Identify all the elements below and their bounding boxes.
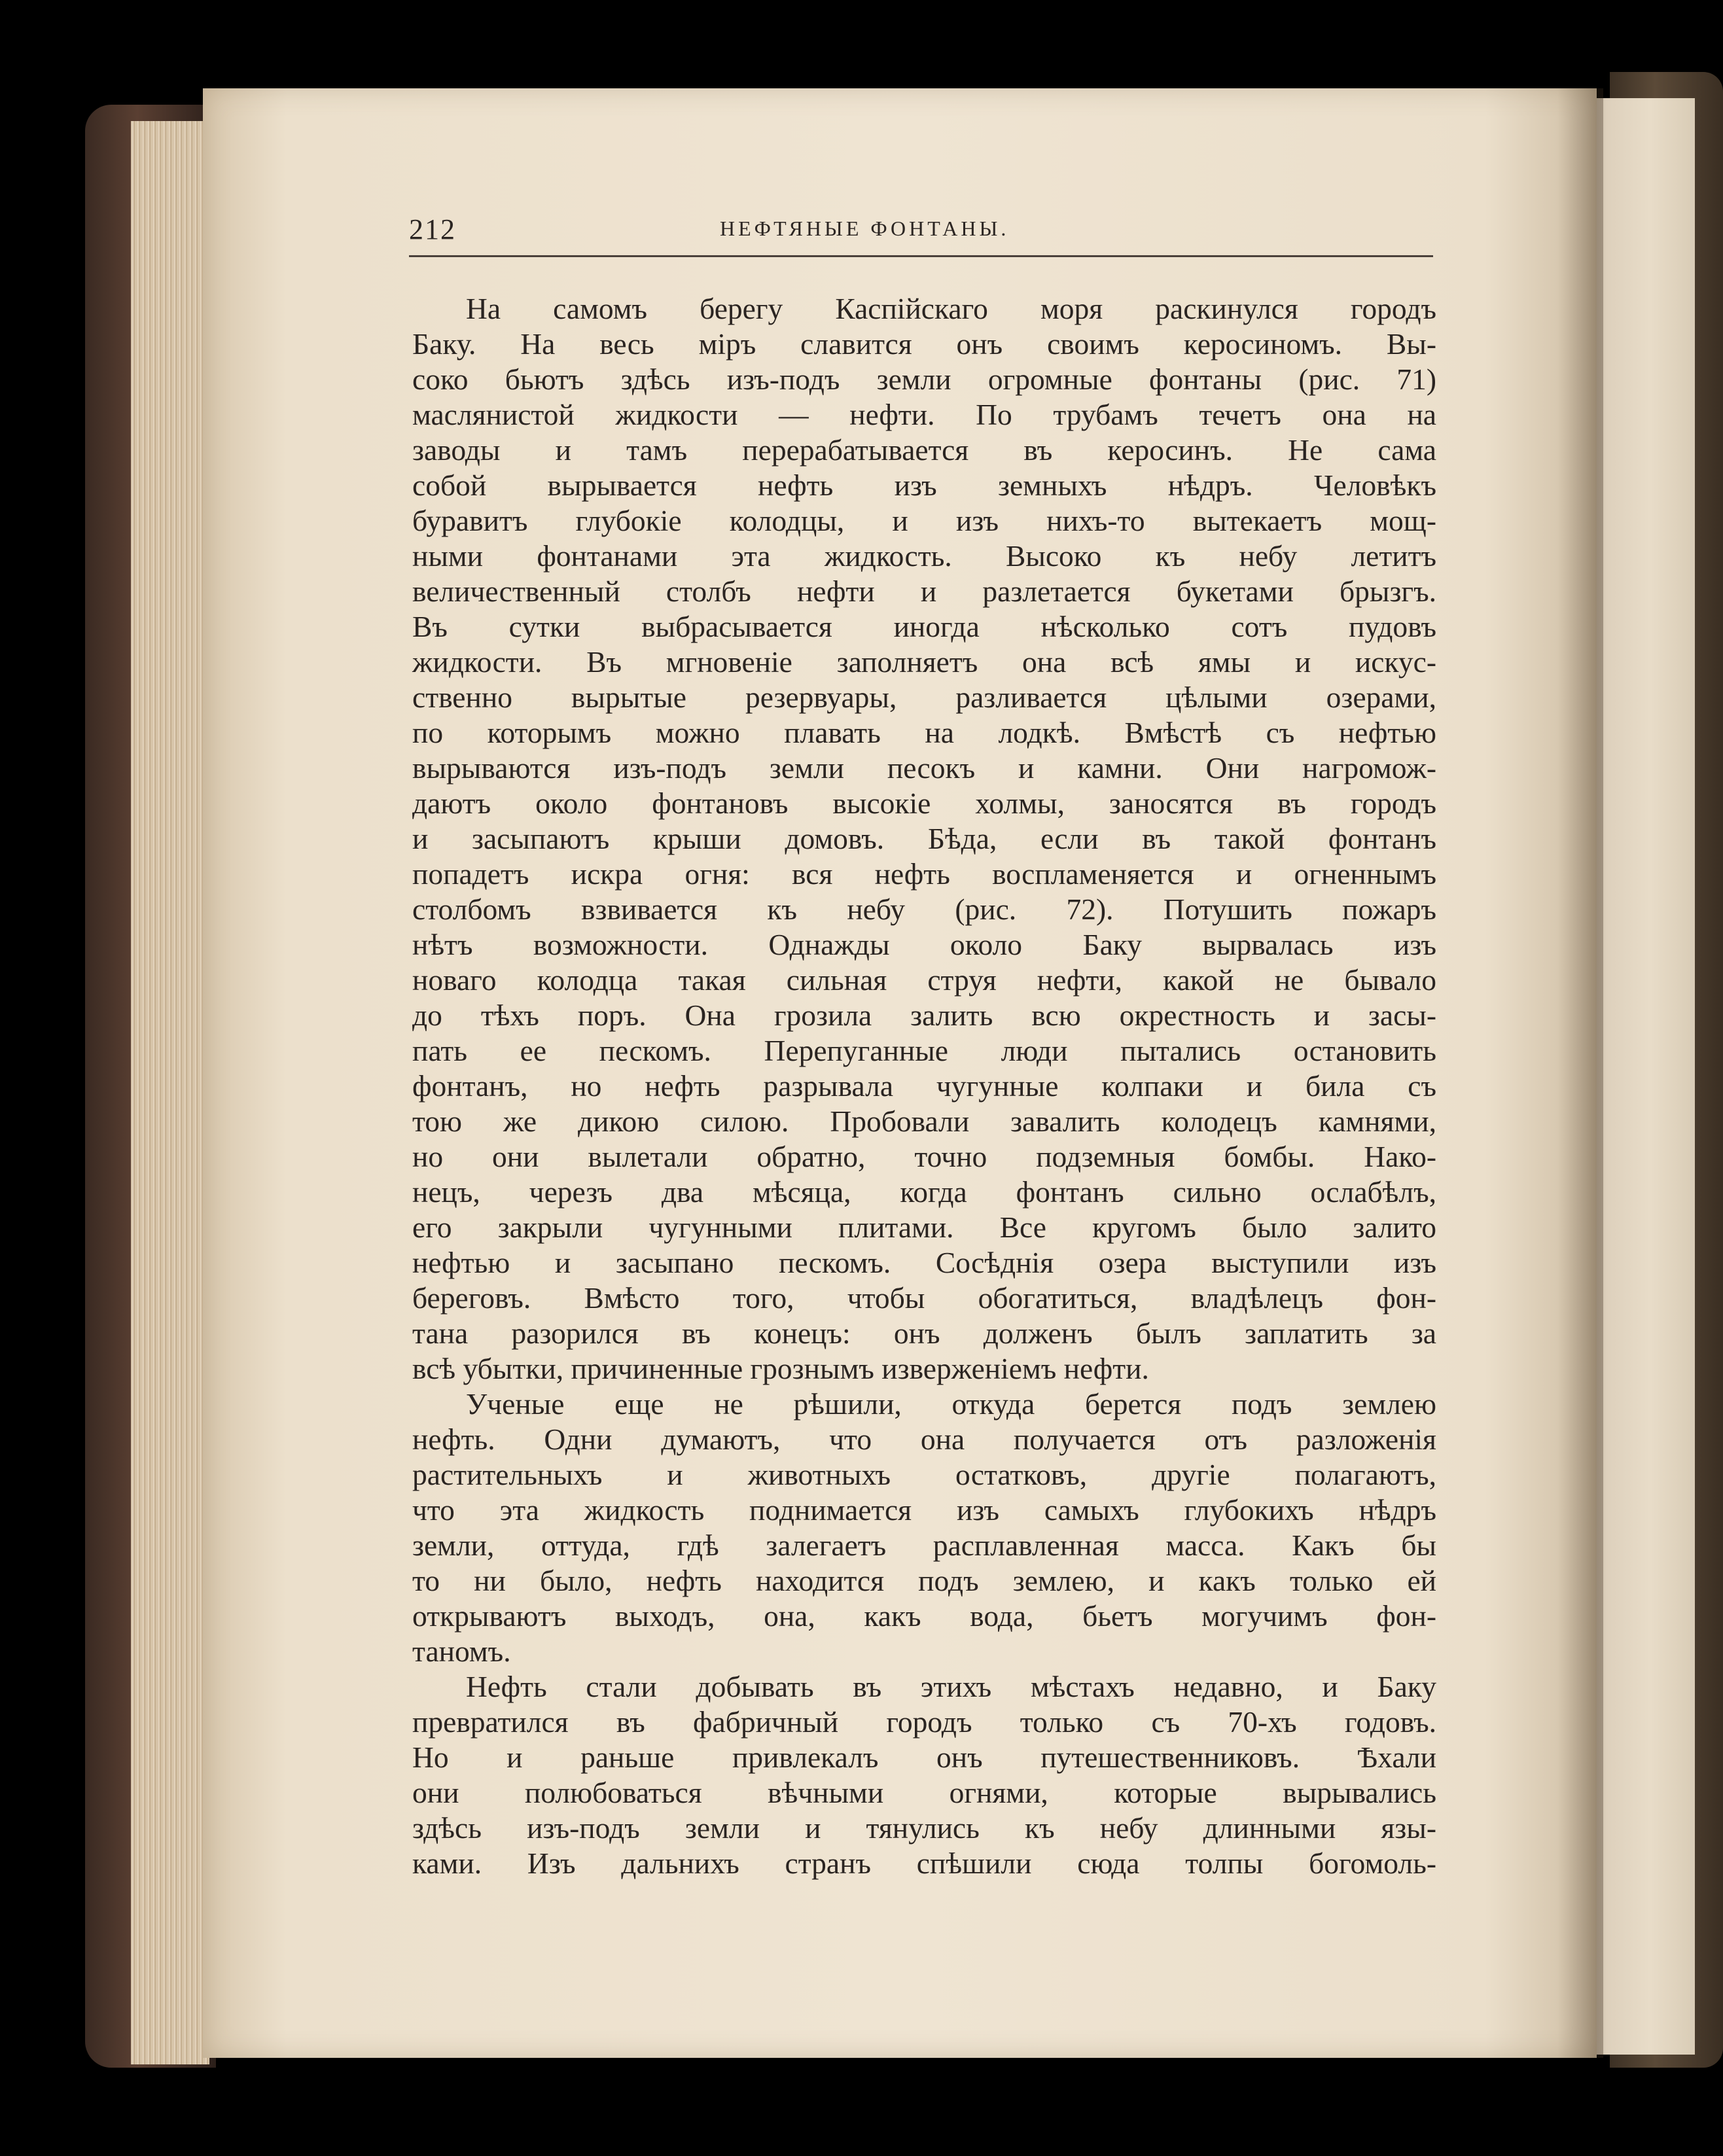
text-line: маслянистой жидкости — нефти. По трубамъ течетъ она на [412, 398, 1436, 431]
text-line: заводы и тамъ перерабатывается въ керосинъ. Не сама [412, 433, 1436, 467]
text-line: до тѣхъ поръ. Она грозила залить всю окрестность и засы- [412, 998, 1436, 1032]
text-line: пать ее пескомъ. Перепуганные люди пытались остановить [412, 1034, 1436, 1067]
text-line: Ученые еще не рѣшили, откуда берется подъ землею [466, 1387, 1436, 1421]
text-line: ками. Изъ дальнихъ странъ спѣшили сюда толпы богомоль- [412, 1847, 1436, 1880]
text-line: здѣсь изъ-подъ земли и тянулись къ небу длинными язы- [412, 1811, 1436, 1845]
text-line: буравитъ глубокіе колодцы, и изъ нихъ-то вытекаетъ мощ- [412, 504, 1436, 537]
text-line: даютъ около фонтановъ высокіе холмы, заносятся въ городъ [412, 786, 1436, 820]
text-line: и засыпаютъ крыши домовъ. Бѣда, если въ такой фонтанъ [412, 822, 1436, 855]
text-line: таномъ. [412, 1635, 511, 1668]
text-line: ными фонтанами эта жидкость. Высоко къ небу летитъ [412, 539, 1436, 573]
text-line: нѣтъ возможности. Однажды около Баку вырвалась изъ [412, 928, 1436, 961]
body-text [412, 291, 1436, 1881]
text-line: Баку. На весь міръ славится онъ своимъ керосиномъ. Вы- [412, 327, 1436, 361]
running-title: НЕФТЯНЫЕ ФОНТАНЫ. [720, 217, 1010, 240]
text-line: нефть. Одни думаютъ, что она получается отъ разложенія [412, 1423, 1436, 1456]
text-line: нефтью и засыпано пескомъ. Сосѣднія озера выступили изъ [412, 1246, 1436, 1279]
text-line: На самомъ берегу Каспійскаго моря раскинулся городъ [466, 292, 1436, 325]
page-edges [131, 121, 209, 2064]
text-line: его закрыли чугунными плитами. Все кругомъ было залито [412, 1211, 1436, 1244]
text-line: Въ сутки выбрасывается иногда нѣсколько сотъ пудовъ [412, 610, 1436, 643]
text-line: что эта жидкость поднимается изъ самыхъ глубокихъ нѣдръ [412, 1493, 1436, 1527]
text-line: тана разорился въ конецъ: онъ долженъ былъ заплатить за [412, 1317, 1436, 1350]
text-line: растительныхъ и животныхъ остатковъ, другіе полагаютъ, [412, 1458, 1436, 1491]
text-line: ственно вырытые резервуары, разливается цѣлыми озерами, [412, 680, 1436, 714]
text-line: собой вырывается нефть изъ земныхъ нѣдръ. Человѣкъ [412, 468, 1436, 502]
text-line: но они вылетали обратно, точно подземныя бомбы. Нако- [412, 1140, 1436, 1173]
text-line: они полюбоваться вѣчными огнями, которые вырывались [412, 1776, 1436, 1809]
text-line: нецъ, черезъ два мѣсяца, когда фонтанъ сильно ослабѣлъ, [412, 1175, 1436, 1209]
text-line: попадетъ искра огня: вся нефть воспламеняется и огненнымъ [412, 857, 1436, 891]
text-line: всѣ убытки, причиненные грознымъ изверженіемъ нефти. [412, 1352, 1149, 1385]
text-line: по которымъ можно плавать на лодкѣ. Вмѣстѣ съ нефтью [412, 716, 1436, 749]
text-line: соко бьютъ здѣсь изъ-подъ земли огромные фонтаны (рис. 71) [412, 362, 1436, 396]
text-line: превратился въ фабричный городъ только съ 70-хъ годовъ. [412, 1705, 1436, 1739]
text-line: новаго колодца такая сильная струя нефти, какой не бывало [412, 963, 1436, 997]
text-line: Но и раньше привлекалъ онъ путешественниковъ. Ѣхали [412, 1741, 1436, 1774]
page-header [409, 213, 1433, 258]
text-line: открываютъ выходъ, она, какъ вода, бьетъ могучимъ фон- [412, 1599, 1436, 1633]
text-line: вырываются изъ-подъ земли песокъ и камни. Они нагромож- [412, 751, 1436, 785]
text-line: береговъ. Вмѣсто того, чтобы обогатиться, владѣлецъ фон- [412, 1281, 1436, 1315]
text-line: столбомъ взвивается къ небу (рис. 72). Потушить пожаръ [412, 892, 1436, 926]
text-line: жидкости. Въ мгновеніе заполняетъ она всѣ ямы и искус- [412, 645, 1436, 679]
text-line: то ни было, нефть находится подъ землею, и какъ только ей [412, 1564, 1436, 1597]
text-line: величественный столбъ нефти и разлетается букетами брызгъ. [412, 574, 1436, 608]
text-line: Нефть стали добывать въ этихъ мѣстахъ недавно, и Баку [466, 1670, 1436, 1703]
text-line: тою же дикою силою. Пробовали завалить колодецъ камнями, [412, 1105, 1436, 1138]
text-line: фонтанъ, но нефть разрывала чугунные колпаки и била съ [412, 1069, 1436, 1103]
header-rule [409, 255, 1433, 257]
page-number: 212 [409, 213, 456, 245]
gutter-shadow [1557, 88, 1603, 2058]
text-line: земли, оттуда, гдѣ залегаетъ расплавленная масса. Какъ бы [412, 1529, 1436, 1562]
